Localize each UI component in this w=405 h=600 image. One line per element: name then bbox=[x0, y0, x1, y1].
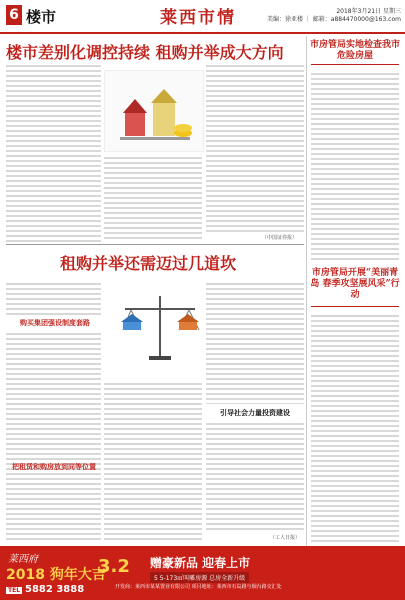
ad-event-date: 3.2 bbox=[98, 556, 130, 577]
second-subhead-2: 引导社会力量投资建设 bbox=[220, 408, 290, 417]
article-divider bbox=[6, 244, 304, 245]
sidebar-headline-2: 市房管局开展“美丽青岛 春季攻坚展风采”行动 bbox=[310, 268, 400, 300]
sidebar bbox=[306, 36, 403, 546]
balance-scale-icon bbox=[115, 286, 205, 376]
scale-illustration bbox=[115, 286, 205, 376]
main-article-col1 bbox=[6, 62, 101, 242]
main-headline: 楼市差别化调控持续 租购并举成大方向 bbox=[6, 43, 284, 62]
section-title: 楼市 bbox=[26, 8, 57, 26]
date-line: 2018年3月21日 星期三 bbox=[336, 8, 401, 15]
ad-event-title: 赠豪新品 迎春上市 bbox=[150, 556, 251, 570]
ad-event-sub: 5 5-173㎡叫雕房源 总房全新升级 bbox=[150, 572, 249, 583]
main-article-col2 bbox=[104, 154, 202, 242]
second-subhead-1: 购买集团强设制度套路 bbox=[20, 318, 90, 327]
sidebar-story1-body bbox=[311, 70, 399, 260]
ad-address: 开发商：莱西市某某置业有限公司 项目地址：莱西市石岛路与烟台路交汇处 bbox=[115, 584, 282, 590]
sidebar-rule-1 bbox=[311, 64, 399, 65]
main-article-source: （中国证券报） bbox=[262, 235, 298, 241]
page-number: 6 bbox=[6, 5, 22, 25]
newspaper-name: 莱西市情 bbox=[160, 8, 236, 28]
ad-year-text: 2018 狗年大吉 bbox=[6, 567, 106, 583]
ad-phone bbox=[6, 584, 84, 595]
sidebar-headline-1: 市房管局实地检查我市危险房屋 bbox=[309, 40, 400, 61]
phone-number: 5882 3888 bbox=[25, 584, 85, 595]
editor-line: 美编：徐亚楼 ｜ 邮箱：a884470000@163.com bbox=[266, 16, 401, 23]
ad-brand: 莱西府 bbox=[8, 554, 38, 565]
sidebar-story2-body bbox=[311, 312, 399, 542]
second-article-col1a bbox=[6, 280, 101, 316]
second-headline: 租购并举还需迈过几道坎 bbox=[60, 254, 237, 273]
second-article-col3a bbox=[206, 280, 304, 404]
property-illustration bbox=[104, 70, 204, 152]
second-subhead-3: 把租赁和购房放到同等位置 bbox=[12, 462, 96, 471]
real-estate-ad bbox=[0, 546, 405, 600]
page-header bbox=[0, 0, 405, 34]
sidebar-rule-2 bbox=[311, 306, 399, 307]
phone-label: TEL bbox=[8, 587, 21, 594]
house-coins-icon bbox=[105, 71, 203, 151]
second-article-col3b bbox=[206, 420, 304, 530]
second-article-col2 bbox=[104, 380, 202, 540]
second-article-source: （工人日报） bbox=[270, 535, 301, 541]
second-article-col1b bbox=[6, 330, 101, 540]
header-meta bbox=[267, 8, 401, 24]
main-article-col3 bbox=[206, 62, 304, 232]
